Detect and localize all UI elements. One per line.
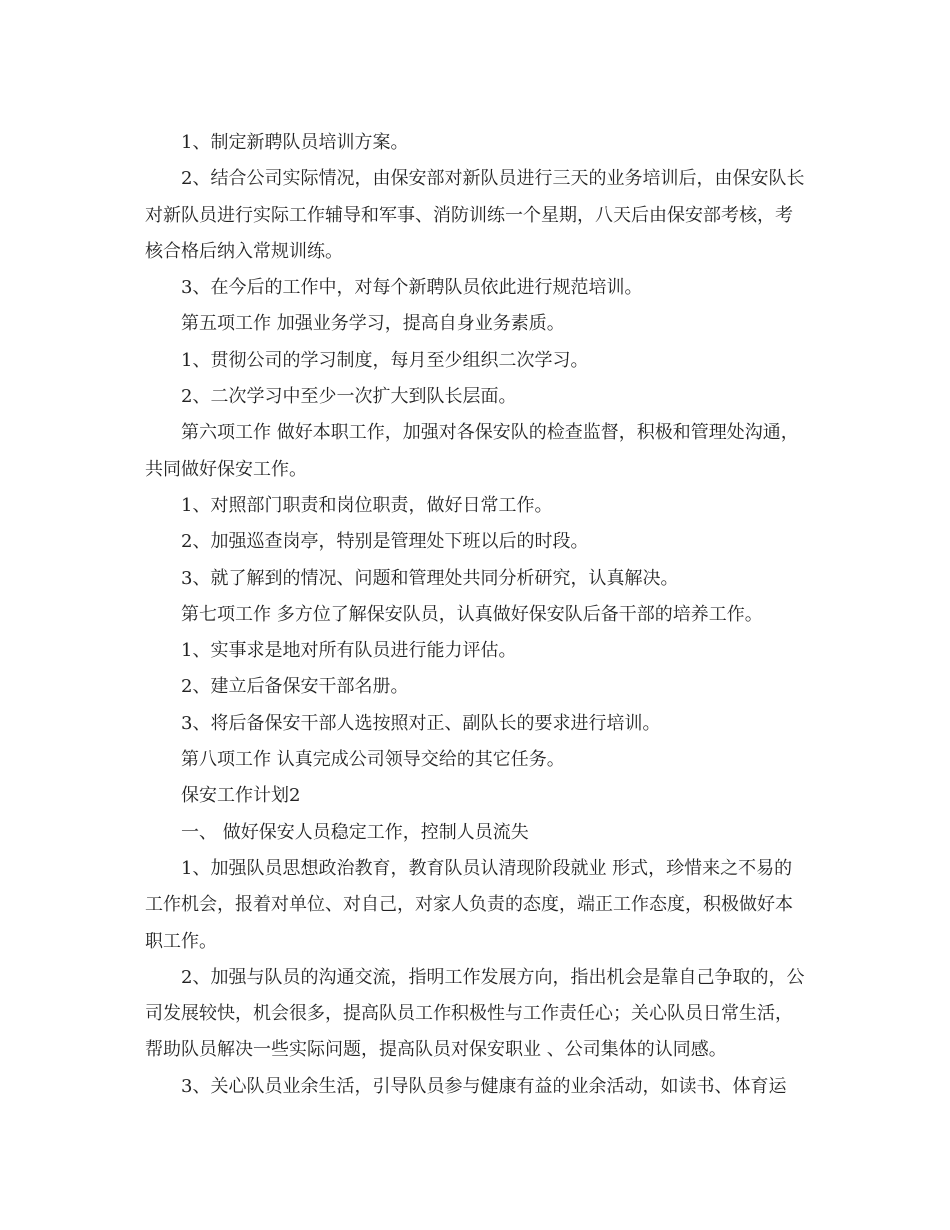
section-heading-stability: 一、 做好保安人员稳定工作，控制人员流失 bbox=[181, 821, 529, 843]
paragraph-standard-training: 3、在今后的工作中，对每个新聘队员依此进行规范培训。 bbox=[181, 277, 643, 299]
paragraph-communication: 2、加强与队员的沟通交流，指明工作发展方向，指出机会是靠自己争取的，公司发展较快，机会很多，提高队员工作积极性与工作责任心；关心队员日常生活，帮助队员解决一些实际问题，提高队员对保安职业 、公司集体的认同感。 bbox=[145, 966, 805, 1061]
paragraph-study-scope: 2、二次学习中至少一次扩大到队长层面。 bbox=[181, 386, 517, 408]
paragraph-political-education: 1、加强队员思想政治教育，教育队员认清现阶段就业 形式，珍惜来之不易的工作机会，报着对单位、对自己，对家人负责的态度，端正工作态度，积极做好本职工作。 bbox=[145, 857, 793, 952]
section-title-plan-2: 保安工作计划2 bbox=[181, 785, 301, 807]
paragraph-reserve-roster: 2、建立后备保安干部名册。 bbox=[181, 676, 409, 698]
paragraph-reserve-training: 3、将后备保安干部人选按照对正、副队长的要求进行培训。 bbox=[181, 712, 661, 734]
paragraph-task-seven: 第七项工作 多方位了解保安队员，认真做好保安队后备干部的培养工作。 bbox=[181, 603, 763, 625]
paragraph-task-five: 第五项工作 加强业务学习，提高自身业务素质。 bbox=[181, 313, 565, 335]
paragraph-patrol: 2、加强巡查岗亭，特别是管理处下班以后的时段。 bbox=[181, 531, 589, 553]
paragraph-task-six: 第六项工作 做好本职工作，加强对各保安队的检查监督，积极和管理处沟通，共同做好保安工作。 bbox=[145, 422, 799, 480]
paragraph-leisure-life: 3、关心队员业余生活，引导队员参与健康有益的业余活动，如读书、体育运 bbox=[181, 1075, 787, 1097]
paragraph-training-process: 2、结合公司实际情况，由保安部对新队员进行三天的业务培训后，由保安队长对新队员进行实际工作辅导和军事、消防训练一个星期，八天后由保安部考核，考核合格后纳入常规训练。 bbox=[145, 168, 805, 262]
paragraph-study-system: 1、贯彻公司的学习制度，每月至少组织二次学习。 bbox=[181, 349, 589, 371]
paragraph-problem-solving: 3、就了解到的情况、问题和管理处共同分析研究，认真解决。 bbox=[181, 567, 679, 589]
paragraph-task-eight: 第八项工作 认真完成公司领导交给的其它任务。 bbox=[181, 749, 565, 771]
paragraph-assessment: 1、实事求是地对所有队员进行能力评估。 bbox=[181, 640, 517, 662]
document-body bbox=[145, 125, 810, 1105]
paragraph-training-plan: 1、制定新聘队员培训方案。 bbox=[181, 132, 409, 153]
paragraph-daily-work: 1、对照部门职责和岗位职责，做好日常工作。 bbox=[181, 494, 553, 516]
